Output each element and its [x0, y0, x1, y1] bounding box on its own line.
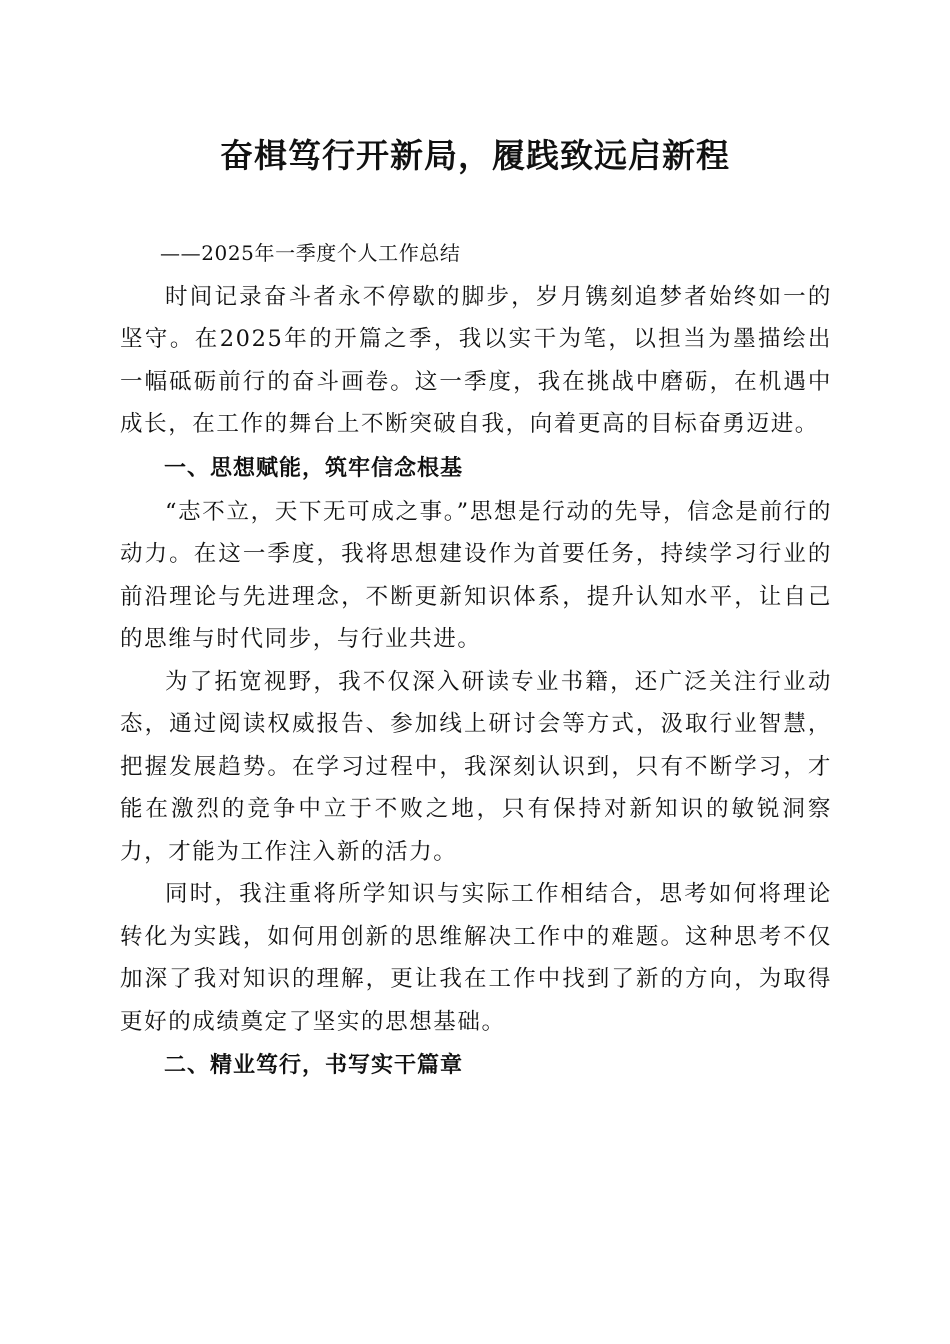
intro-paragraph: 时间记录奋斗者永不停歇的脚步，岁月镌刻追梦者始终如一的坚守。在2025年的开篇之季，我以实干为笔，以担当为墨描绘出一幅砥砺前行的奋斗画卷。这一季度，我在挑战中磨砺，在机遇中成长，在工作的舞台上不断突破自我，向着更高的目标奋勇迈进。: [120, 283, 832, 437]
document-body: [120, 232, 832, 1088]
document-title: 奋楫笃行开新局，履践致远启新程: [220, 136, 730, 175]
section-heading-2: 二、精业笃行，书写实干篇章: [164, 1053, 464, 1078]
section1-paragraph-1: “志不立，天下无可成之事。”思想是行动的先导，信念是前行的动力。在这一季度，我将思想建设作为首要任务，持续学习行业的前沿理论与先进理念，不断更新知识体系，提升认知水平，让自己的思维与时代同步，与行业共进。: [120, 498, 832, 652]
section1-paragraph-2: 为了拓宽视野，我不仅深入研读专业书籍，还广泛关注行业动态，通过阅读权威报告、参加线上研讨会等方式，汲取行业智慧，把握发展趋势。在学习过程中，我深刻认识到，只有不断学习，才能在激烈的竞争中立于不败之地，只有保持对新知识的敏锐洞察力，才能为工作注入新的活力。: [120, 668, 832, 865]
section1-paragraph-3: 同时，我注重将所学知识与实际工作相结合，思考如何将理论转化为实践，如何用创新的思维解决工作中的难题。这种思考不仅加深了我对知识的理解，更让我在工作中找到了新的方向，为取得更好的成绩奠定了坚实的思想基础。: [120, 881, 832, 1035]
section-heading-1: 一、思想赋能，筑牢信念根基: [164, 455, 464, 481]
document-subtitle: ——2025年一季度个人工作总结: [160, 241, 461, 265]
